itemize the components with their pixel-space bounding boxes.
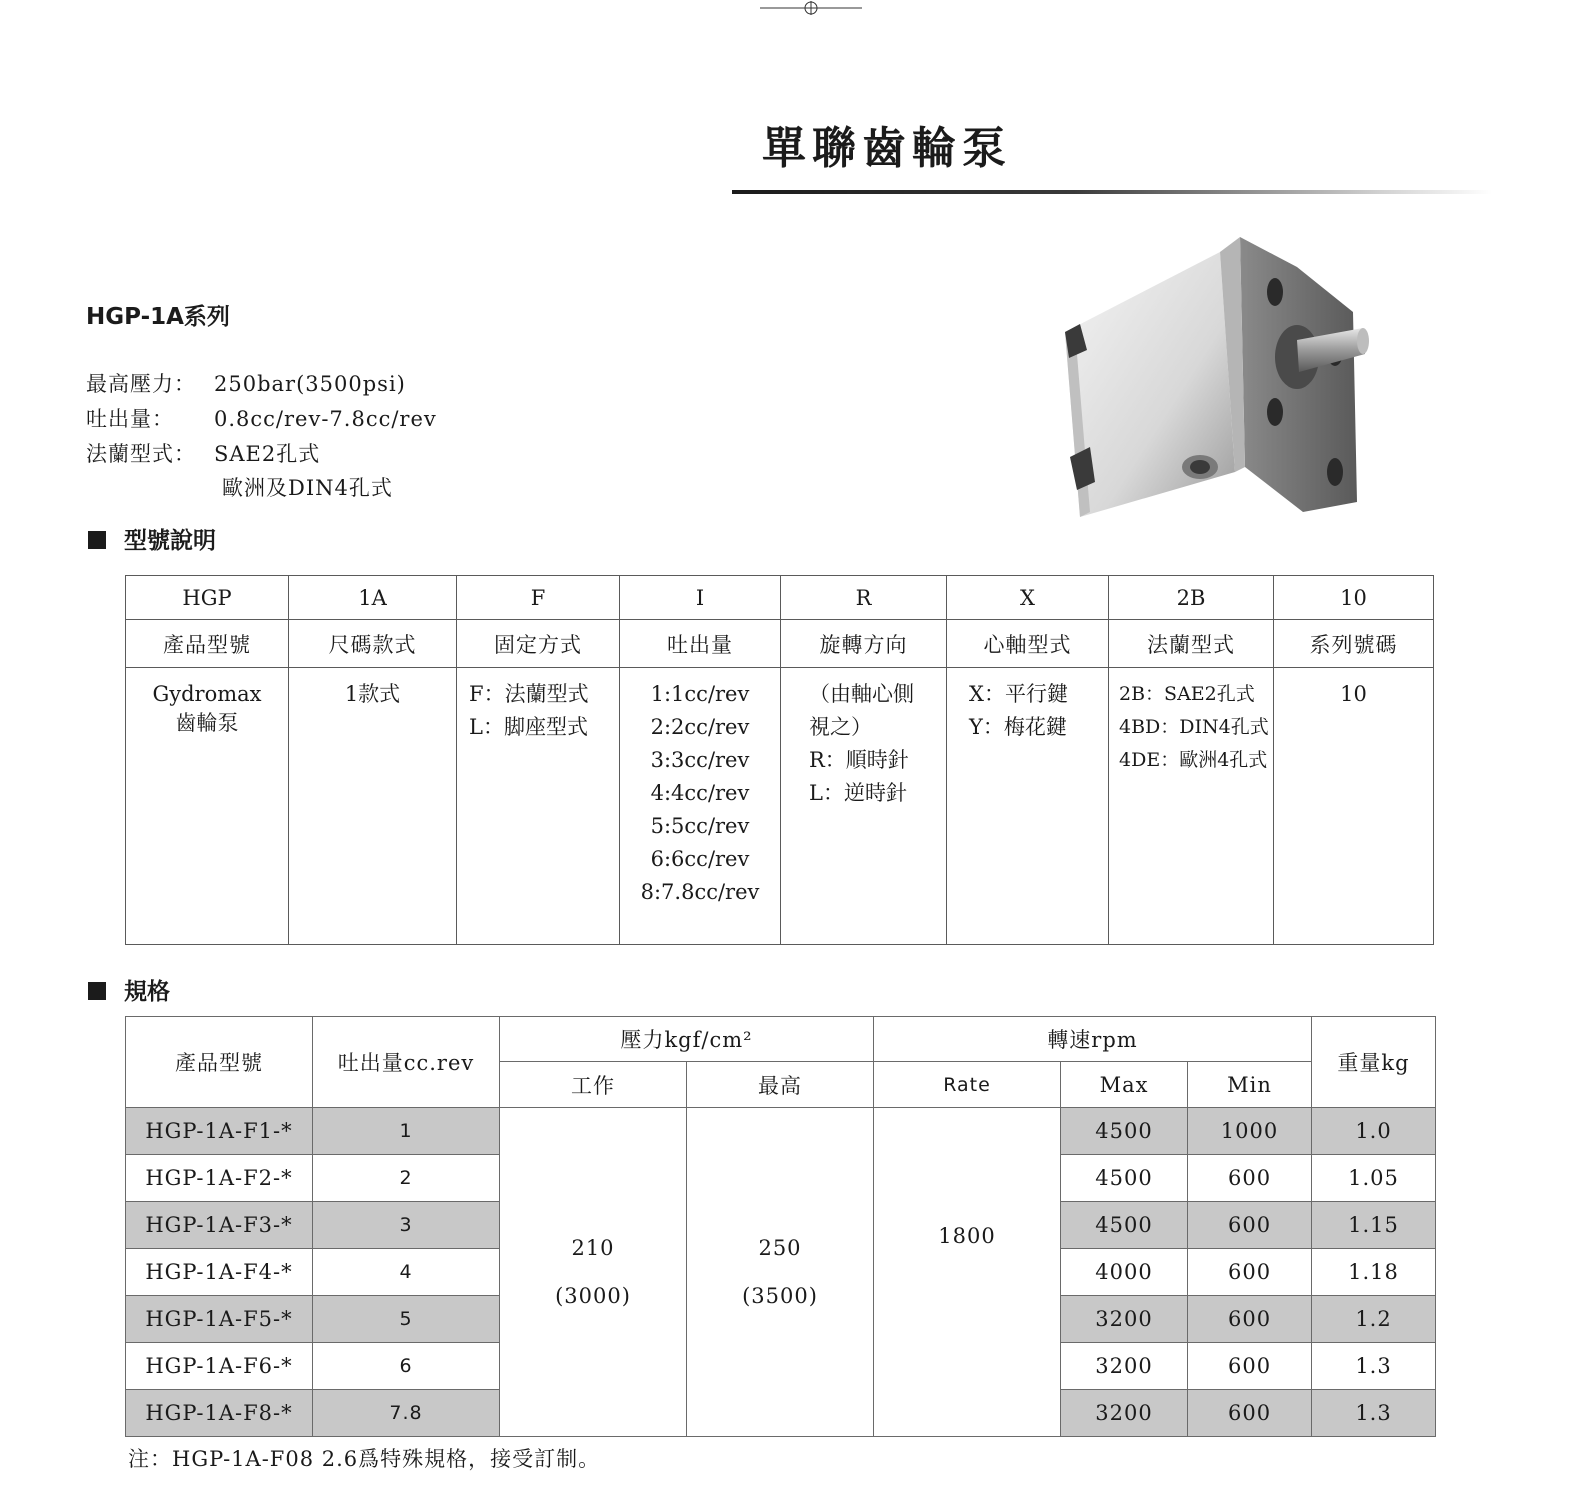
model-detail-row bbox=[126, 668, 1434, 945]
cell-min: 1000 bbox=[1188, 1108, 1312, 1155]
cell-disp: 1 bbox=[313, 1108, 500, 1155]
detail-cell-product bbox=[126, 668, 289, 945]
cell-model: HGP-1A-F8-* bbox=[126, 1390, 313, 1437]
name-cell: 產品型號 bbox=[126, 620, 289, 668]
cell-max: 4500 bbox=[1061, 1202, 1188, 1249]
spec-line-displacement bbox=[86, 403, 437, 433]
page-title: 單聯齒輪泵 bbox=[762, 123, 1012, 174]
detail-line: 4DE：歐洲4孔式 bbox=[1119, 749, 1268, 771]
cell-rate bbox=[874, 1108, 1061, 1437]
section-spec-label: 規格 bbox=[124, 979, 170, 1005]
spec-label: 法蘭型式： bbox=[86, 442, 196, 466]
detail-line: 2:2cc/rev bbox=[650, 715, 750, 739]
spec-value: 250bar(3500psi) bbox=[214, 372, 406, 396]
spec-line-pressure bbox=[86, 368, 406, 398]
detail-cell-mount bbox=[457, 668, 620, 945]
cell-weight: 1.18 bbox=[1312, 1249, 1436, 1296]
code-cell: X bbox=[947, 576, 1109, 620]
detail-line: R：順時針 bbox=[809, 748, 909, 772]
name-cell: 系列號碼 bbox=[1274, 620, 1434, 668]
square-bullet-icon bbox=[88, 982, 106, 1000]
name-cell: 尺碼款式 bbox=[289, 620, 457, 668]
section-model-label: 型號說明 bbox=[124, 528, 216, 554]
spec-value: 0.8cc/rev-7.8cc/rev bbox=[214, 407, 437, 431]
detail-line: L：逆時針 bbox=[809, 781, 907, 805]
model-code-row bbox=[126, 576, 1434, 620]
detail-line: 8:7.8cc/rev bbox=[640, 880, 760, 904]
cell-disp: 7.8 bbox=[313, 1390, 500, 1437]
name-cell: 吐出量 bbox=[620, 620, 781, 668]
detail-line: 2B：SAE2孔式 bbox=[1119, 683, 1255, 705]
max-pressure-psi: (3500) bbox=[742, 1284, 818, 1308]
header-speed-max: Max bbox=[1061, 1062, 1188, 1108]
table-row bbox=[126, 1108, 1436, 1155]
detail-line: Y：梅花鍵 bbox=[969, 715, 1067, 739]
cell-weight: 1.3 bbox=[1312, 1343, 1436, 1390]
cell-weight: 1.15 bbox=[1312, 1202, 1436, 1249]
header-speed-min: Min bbox=[1188, 1062, 1312, 1108]
cell-min: 600 bbox=[1188, 1296, 1312, 1343]
code-cell: R bbox=[781, 576, 947, 620]
cell-min: 600 bbox=[1188, 1249, 1312, 1296]
name-cell: 心軸型式 bbox=[947, 620, 1109, 668]
cell-weight: 1.05 bbox=[1312, 1155, 1436, 1202]
cell-weight: 1.2 bbox=[1312, 1296, 1436, 1343]
gear-pump-photo bbox=[1035, 232, 1375, 522]
cell-model: HGP-1A-F4-* bbox=[126, 1249, 313, 1296]
series-title: HGP-1A系列 bbox=[86, 304, 230, 330]
cell-weight: 1.3 bbox=[1312, 1390, 1436, 1437]
spec-label: 吐出量： bbox=[86, 407, 174, 431]
cell-disp: 4 bbox=[313, 1249, 500, 1296]
cell-min: 600 bbox=[1188, 1343, 1312, 1390]
code-cell: F bbox=[457, 576, 620, 620]
header-pressure-max: 最高 bbox=[687, 1062, 874, 1108]
spec-value: SAE2孔式 bbox=[214, 442, 321, 466]
detail-line: X：平行鍵 bbox=[969, 682, 1068, 706]
model-code-table bbox=[125, 575, 1434, 945]
detail-line: L：脚座型式 bbox=[469, 715, 588, 739]
detail-cell-flange bbox=[1109, 668, 1274, 945]
cell-weight: 1.0 bbox=[1312, 1108, 1436, 1155]
detail-cell-rotation bbox=[781, 668, 947, 945]
detail-line: F：法蘭型式 bbox=[469, 682, 589, 706]
cell-max: 4500 bbox=[1061, 1108, 1188, 1155]
cell-disp: 6 bbox=[313, 1343, 500, 1390]
header-pressure-work: 工作 bbox=[500, 1062, 687, 1108]
detail-line: Gydromax bbox=[152, 682, 262, 706]
header-model: 產品型號 bbox=[126, 1017, 313, 1108]
cell-model: HGP-1A-F5-* bbox=[126, 1296, 313, 1343]
code-cell: 10 bbox=[1274, 576, 1434, 620]
cell-min: 600 bbox=[1188, 1390, 1312, 1437]
name-cell: 法蘭型式 bbox=[1109, 620, 1274, 668]
detail-cell-series bbox=[1274, 668, 1434, 945]
spec-line-flange-2 bbox=[86, 472, 393, 502]
cell-max: 4500 bbox=[1061, 1155, 1188, 1202]
code-cell: 1A bbox=[289, 576, 457, 620]
cell-max: 3200 bbox=[1061, 1296, 1188, 1343]
cell-max-pressure bbox=[687, 1108, 874, 1437]
detail-line: 1:1cc/rev bbox=[650, 682, 750, 706]
section-model-heading bbox=[88, 522, 216, 555]
name-cell: 固定方式 bbox=[457, 620, 620, 668]
section-spec-heading bbox=[88, 973, 170, 1006]
cell-disp: 5 bbox=[313, 1296, 500, 1343]
spec-table bbox=[125, 1016, 1436, 1437]
cell-min: 600 bbox=[1188, 1202, 1312, 1249]
detail-line: 齒輪泵 bbox=[175, 711, 239, 735]
detail-line: （由軸心側 bbox=[809, 682, 914, 706]
detail-line: 4:4cc/rev bbox=[650, 781, 750, 805]
spec-label: 最高壓力： bbox=[86, 372, 196, 396]
detail-cell-displacement bbox=[620, 668, 781, 945]
cell-model: HGP-1A-F6-* bbox=[126, 1343, 313, 1390]
cell-model: HGP-1A-F3-* bbox=[126, 1202, 313, 1249]
max-pressure-value: 250 bbox=[758, 1236, 802, 1260]
code-cell: HGP bbox=[126, 576, 289, 620]
header-speed-rate: Rate bbox=[874, 1062, 1061, 1108]
title-rule bbox=[732, 190, 1492, 194]
spec-line-flange bbox=[86, 438, 320, 468]
cell-max: 3200 bbox=[1061, 1390, 1188, 1437]
cell-disp: 3 bbox=[313, 1202, 500, 1249]
code-cell: 2B bbox=[1109, 576, 1274, 620]
cell-max: 4000 bbox=[1061, 1249, 1188, 1296]
detail-line: 1款式 bbox=[344, 682, 401, 706]
header-speed: 轉速rpm bbox=[874, 1017, 1312, 1062]
cell-min: 600 bbox=[1188, 1155, 1312, 1202]
spec-header-row bbox=[126, 1017, 1436, 1062]
work-pressure-value: 210 bbox=[571, 1236, 615, 1260]
detail-line: 4BD：DIN4孔式 bbox=[1119, 716, 1269, 738]
detail-line: 10 bbox=[1340, 682, 1367, 706]
cell-disp: 2 bbox=[313, 1155, 500, 1202]
cell-work-pressure bbox=[500, 1108, 687, 1437]
registration-mark bbox=[760, 0, 862, 20]
header-weight: 重量kg bbox=[1312, 1017, 1436, 1108]
cell-model: HGP-1A-F1-* bbox=[126, 1108, 313, 1155]
detail-cell-size bbox=[289, 668, 457, 945]
cell-model: HGP-1A-F2-* bbox=[126, 1155, 313, 1202]
code-cell: I bbox=[620, 576, 781, 620]
detail-line: 5:5cc/rev bbox=[650, 814, 750, 838]
detail-cell-shaft bbox=[947, 668, 1109, 945]
footnote: 注：HGP-1A-F08 2.6爲特殊規格，接受訂制。 bbox=[128, 1447, 601, 1471]
header-displacement: 吐出量cc.rev bbox=[313, 1017, 500, 1108]
spec-value: 歐洲及DIN4孔式 bbox=[222, 476, 393, 500]
rate-value: 1800 bbox=[938, 1224, 996, 1248]
cell-max: 3200 bbox=[1061, 1343, 1188, 1390]
name-cell: 旋轉方向 bbox=[781, 620, 947, 668]
model-name-row bbox=[126, 620, 1434, 668]
detail-line: 視之） bbox=[809, 715, 872, 739]
square-bullet-icon bbox=[88, 531, 106, 549]
work-pressure-psi: (3000) bbox=[555, 1284, 631, 1308]
detail-line: 6:6cc/rev bbox=[650, 847, 750, 871]
detail-line: 3:3cc/rev bbox=[650, 748, 750, 772]
header-pressure: 壓力kgf/cm² bbox=[500, 1017, 874, 1062]
